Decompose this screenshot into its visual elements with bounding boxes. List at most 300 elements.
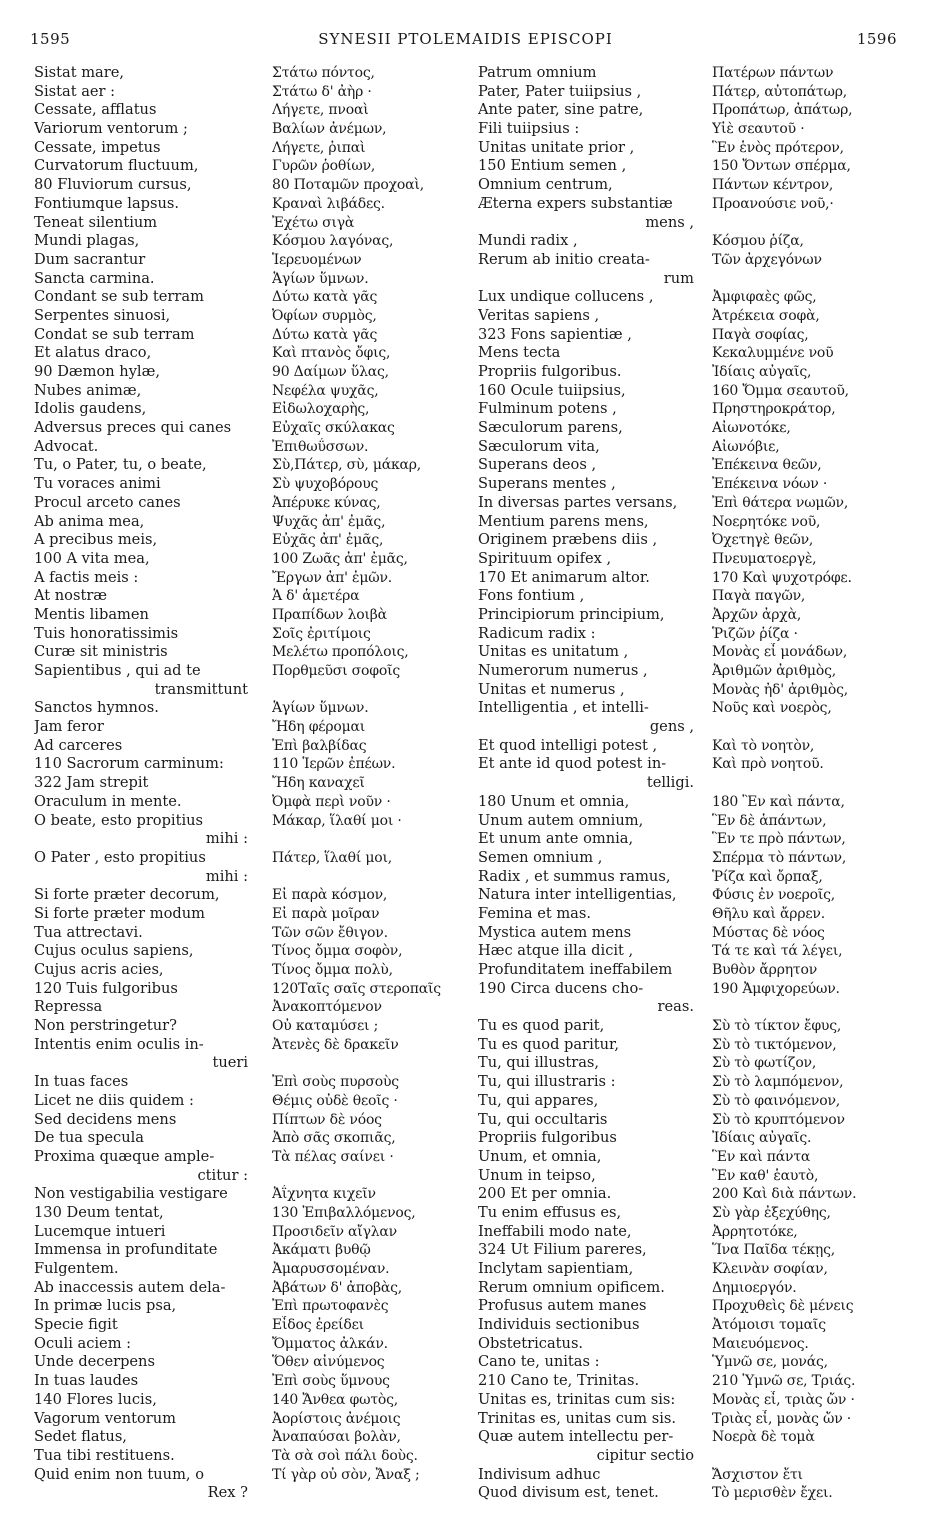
verse-line: Sistat aer : bbox=[34, 82, 116, 100]
verse-line: Quid enim non tuum, o bbox=[34, 1465, 204, 1483]
greek-column-left bbox=[272, 64, 472, 1503]
verse-line: Mentium parens mens, bbox=[478, 512, 649, 530]
verse-line: Curæ sit ministris bbox=[34, 643, 168, 661]
verse-line: Μύστας δὲ νόος bbox=[712, 924, 825, 941]
verse-line: Intelligentia , et intelli- bbox=[478, 699, 649, 717]
verse-line: Τίνος ὄμμα πολὺ, bbox=[272, 962, 393, 978]
verse-line: Ἀΐχνητα κιχεῖν bbox=[272, 1186, 376, 1203]
verse-line: Πάτερ, ἵλαθί μοι, bbox=[272, 849, 393, 866]
verse-line: Indivisum adhuc bbox=[478, 1465, 601, 1483]
verse-line: Εἰ παρὰ κόσμον, bbox=[272, 887, 388, 904]
verse-line: Ἓν δὲ ἁπάντων, bbox=[712, 812, 827, 829]
verse-line bbox=[272, 1054, 472, 1073]
verse-line: Ἐπὶ σοὺς ὕμνους bbox=[272, 1373, 390, 1390]
verse-line: mihi : bbox=[205, 867, 248, 885]
verse-line: 324 Ut Filium pareres, bbox=[478, 1241, 647, 1259]
verse-line: Λήγετε, ῥιπαὶ bbox=[272, 139, 366, 156]
verse-line: Θῆλυ καὶ ἄρρεν. bbox=[712, 905, 825, 922]
verse-line: Σπέρμα τὸ πάντων, bbox=[712, 849, 847, 866]
verse-line: 210 Ὑμνῶ σε, Τριάς. bbox=[712, 1373, 856, 1390]
verse-line: rum bbox=[663, 269, 694, 287]
verse-line: Νεφέλα ψυχᾶς, bbox=[272, 382, 379, 399]
verse-line: Ἓν τε πρὸ πάντων, bbox=[712, 831, 846, 848]
verse-line: mens , bbox=[645, 213, 694, 231]
latin-column-right bbox=[478, 64, 708, 1503]
verse-line: Τὸ μερισθὲν ἔχει. bbox=[712, 1485, 833, 1502]
verse-line: Mundi radix , bbox=[478, 232, 578, 250]
verse-line: Ἵνα Παῖδα τέκῃς, bbox=[712, 1242, 836, 1259]
verse-line bbox=[712, 214, 904, 233]
verse-line: transmittunt bbox=[154, 680, 248, 698]
verse-line: Repressa bbox=[34, 998, 103, 1016]
verse-line: Unitas unitate prior , bbox=[478, 138, 635, 156]
verse-line: Πρηστηροκράτορ, bbox=[712, 401, 836, 418]
verse-line: Nubes animæ, bbox=[34, 381, 142, 399]
verse-line: Στάτω πόντος, bbox=[272, 65, 375, 81]
verse-line: Ἐπὶ πρωτοφανὲς bbox=[272, 1298, 389, 1315]
verse-line: Ῥιζῶν ῥίζα · bbox=[712, 625, 798, 642]
verse-line: Jam feror bbox=[34, 718, 104, 736]
latin-column-left bbox=[34, 64, 262, 1503]
verse-line: Ἁ δ' ἁμετέρα bbox=[272, 588, 360, 605]
verse-line: Μελέτω προπόλοις, bbox=[272, 644, 409, 661]
verse-line: Ἀριθμῶν ἀριθμὸς, bbox=[712, 663, 836, 679]
verse-line: Variorum ventorum ; bbox=[34, 120, 188, 138]
verse-line: Sapientibus , qui ad te bbox=[34, 662, 201, 679]
verse-line: 170 Et animarum altor. bbox=[478, 568, 650, 586]
verse-line: Semen omnium , bbox=[478, 848, 603, 866]
verse-line: Σὺ τὸ φωτίζον, bbox=[712, 1055, 817, 1072]
verse-line: Et unum ante omnia, bbox=[478, 830, 634, 848]
verse-line: Cano te, unitas : bbox=[478, 1353, 600, 1371]
verse-line bbox=[272, 830, 472, 849]
verse-line: Ἓν καθ' ἑαυτὸ, bbox=[712, 1167, 819, 1184]
verse-line: Vagorum ventorum bbox=[34, 1409, 177, 1427]
verse-line: Curvatorum fluctuum, bbox=[34, 157, 199, 175]
running-title: SYNESII PTOLEMAIDIS EPISCOPI bbox=[318, 30, 613, 48]
verse-line: Unitas es unitatum , bbox=[478, 643, 629, 661]
verse-line: Τῶν σῶν ἔθιγον. bbox=[272, 924, 388, 941]
verse-line: Οὐ καταμύσει ; bbox=[272, 1018, 379, 1035]
verse-line bbox=[272, 681, 472, 700]
verse-line: Μονὰς εἶ μονάδων, bbox=[712, 644, 848, 661]
verse-line: Ῥίζα καὶ ὄρπαξ, bbox=[712, 868, 823, 885]
verse-line: Ἱερευομένων bbox=[272, 251, 362, 268]
verse-line: Προανούσιε νοῦ,· bbox=[712, 195, 834, 212]
verse-line: Tu, qui illustras, bbox=[478, 1054, 600, 1072]
verse-line: Σὺ γὰρ ἐξεχύθης, bbox=[712, 1204, 831, 1221]
verse-line: Tu es quod paritur, bbox=[478, 1035, 620, 1053]
verse-line: Dum sacrantur bbox=[34, 250, 146, 268]
verse-line: Si forte præter decorum, bbox=[34, 886, 220, 904]
verse-line: At nostræ bbox=[34, 587, 108, 605]
page-header bbox=[0, 30, 931, 56]
verse-line: Υἱὲ σεαυτοῦ · bbox=[712, 121, 805, 138]
verse-line: Νοερὰ δὲ τομὰ bbox=[712, 1429, 815, 1446]
verse-line: Fons fontium , bbox=[478, 587, 585, 605]
verse-line: Τίνος ὄμμα σοφὸν, bbox=[272, 943, 403, 960]
verse-line: Αἰωνόβιε, bbox=[712, 438, 780, 455]
verse-line: Ἀναπαύσαι βολὰν, bbox=[272, 1429, 401, 1446]
verse-line: Tuis honoratissimis bbox=[34, 624, 179, 642]
verse-line: Sæculorum vita, bbox=[478, 437, 600, 455]
verse-line: Ὄμματος ἀλκάν. bbox=[272, 1335, 388, 1352]
verse-line: Ἀτρέκεια σοφὰ, bbox=[712, 307, 820, 324]
verse-line: 130 Ἐπιβαλλόμενος, bbox=[272, 1204, 416, 1221]
verse-line: Νοῦς καὶ νοερὸς, bbox=[712, 700, 832, 717]
verse-line: Principiorum principium, bbox=[478, 605, 665, 623]
verse-line: Natura inter intelligentias, bbox=[478, 886, 677, 904]
verse-line: Προσιδεῖν αἴγλαν bbox=[272, 1223, 397, 1240]
verse-line: Παγὰ παγῶν, bbox=[712, 588, 806, 605]
verse-line: Propriis fulgoribus. bbox=[478, 363, 622, 380]
verse-line: Licet ne diis quidem : bbox=[34, 1091, 194, 1109]
verse-line: Ἀμφιφαὲς φῶς, bbox=[712, 289, 817, 306]
page-number-right: 1596 bbox=[856, 30, 897, 48]
verse-line: 180 Unum et omnia, bbox=[478, 792, 630, 810]
verse-line: Ἀορίστοις ἀνέμοις bbox=[272, 1410, 401, 1427]
verse-line: Εὐχαῖς σκύλακας bbox=[272, 420, 395, 437]
verse-line: Τριὰς εἶ, μονὰς ὤν · bbox=[712, 1410, 852, 1427]
verse-line: Numerorum numerus , bbox=[478, 662, 648, 679]
verse-line: Omnium centrum, bbox=[478, 176, 613, 194]
verse-line: Trinitas es, unitas cum sis. bbox=[478, 1409, 677, 1427]
verse-line: 160 Ὄμμα σεαυτοῦ, bbox=[712, 382, 849, 399]
verse-line: Τί γὰρ οὐ σὸν, Ἄναξ ; bbox=[272, 1466, 420, 1483]
verse-line: Sed decidens mens bbox=[34, 1110, 177, 1128]
verse-line: Κλεινὰν σοφίαν, bbox=[712, 1261, 828, 1277]
verse-line: Ὅθεν αἰνύμενος bbox=[272, 1354, 385, 1371]
verse-line: Σὺ τὸ φαινόμενον, bbox=[712, 1092, 841, 1109]
verse-line: 80 Fluviorum cursus, bbox=[34, 176, 192, 194]
verse-line: Σοῖς ἐριτίμοις bbox=[272, 625, 371, 642]
verse-line: Εὐχᾶς ἀπ' ἐμᾶς, bbox=[272, 532, 384, 549]
verse-line: Γυρῶν ῥοθίων, bbox=[272, 158, 376, 175]
verse-line: Τά τε καὶ τά λέγει, bbox=[712, 943, 843, 960]
verse-line: mihi : bbox=[205, 830, 248, 848]
verse-line: 110 Sacrorum carminum: bbox=[34, 755, 224, 773]
verse-line: Cessate, afflatus bbox=[34, 101, 157, 119]
verse-line: In diversas partes versans, bbox=[478, 493, 678, 511]
verse-line: In tuas laudes bbox=[34, 1372, 139, 1390]
verse-line: Ἄσχιστον ἔτι bbox=[712, 1466, 803, 1483]
verse-line: Spirituum opifex , bbox=[478, 549, 612, 567]
verse-line bbox=[272, 1167, 472, 1186]
verse-line bbox=[712, 270, 904, 289]
verse-line: 150 Ὄντων σπέρμα, bbox=[712, 158, 851, 175]
verse-line: Ἤδη φέρομαι bbox=[272, 719, 366, 736]
verse-line: Sistat mare, bbox=[34, 64, 125, 81]
verse-line: Ἐχέτω σιγὰ bbox=[272, 214, 355, 231]
verse-line: Tu, o Pater, tu, o beate, bbox=[34, 456, 207, 474]
verse-line: Fulgentem. bbox=[34, 1260, 119, 1277]
verse-line: 100 A vita mea, bbox=[34, 549, 150, 567]
verse-line: tueri bbox=[212, 1054, 248, 1072]
verse-line bbox=[272, 1484, 472, 1503]
verse-line: Δημιοεργόν. bbox=[712, 1279, 797, 1296]
verse-line: Tu, qui illustraris : bbox=[478, 1073, 616, 1091]
verse-line: Τῶν ἀρχεγόνων bbox=[712, 251, 822, 268]
verse-line: 200 Et per omnia. bbox=[478, 1185, 612, 1203]
verse-line: Lux undique collucens , bbox=[478, 288, 654, 306]
verse-line: 160 Ocule tuiipsius, bbox=[478, 381, 626, 399]
verse-line: Ἰδίαις αὐγαῖς. bbox=[712, 1130, 812, 1147]
verse-line: Πάτερ, αὐτοπάτωρ, bbox=[712, 83, 848, 100]
verse-line: Et ante id quod potest in- bbox=[478, 755, 667, 773]
verse-line: Advocat. bbox=[34, 437, 99, 455]
verse-line: Non perstringetur? bbox=[34, 1017, 177, 1035]
verse-line: 100 Ζωᾶς ἀπ' ἐμᾶς, bbox=[272, 550, 408, 567]
verse-line: Non vestigabilia vestigare bbox=[34, 1185, 228, 1203]
verse-line: Σὺ τὸ κρυπτόμενον bbox=[712, 1111, 845, 1128]
verse-line: Radicum radix : bbox=[478, 624, 596, 642]
verse-line: telligi. bbox=[646, 774, 694, 792]
verse-line: Quod divisum est, tenet. bbox=[478, 1484, 659, 1502]
verse-line: Patrum omnium bbox=[478, 64, 597, 81]
verse-line: Condant se sub terram bbox=[34, 288, 204, 306]
verse-line: Mentis libamen bbox=[34, 605, 149, 623]
verse-line: Παγὰ σοφίας, bbox=[712, 326, 809, 343]
greek-column-right bbox=[712, 64, 904, 1503]
verse-line: Φύσις ἐν νοεροῖς, bbox=[712, 887, 836, 904]
verse-line: Καὶ τὸ νοητὸν, bbox=[712, 737, 815, 754]
verse-line: Κόσμου λαγόνας, bbox=[272, 233, 394, 250]
verse-line: Ἐπὶ βαλβίδας bbox=[272, 737, 367, 754]
verse-line: Μαιευόμενος. bbox=[712, 1335, 809, 1352]
verse-line: Ἀρχῶν ἀρχὰ, bbox=[712, 606, 802, 623]
verse-line: Πάντων κέντρον, bbox=[712, 177, 834, 194]
verse-line: Hæc atque illa dicit , bbox=[478, 942, 634, 960]
verse-line: Veritas sapiens , bbox=[478, 306, 600, 324]
verse-line: Unum in teipso, bbox=[478, 1166, 596, 1184]
verse-line: Condat se sub terram bbox=[34, 325, 195, 343]
verse-line: Βαλίων ἀνέμων, bbox=[272, 121, 387, 138]
verse-line: Πορθμεῦσι σοφοῖς bbox=[272, 663, 401, 679]
verse-line: Mens tecta bbox=[478, 344, 561, 362]
verse-line: Tu es quod parit, bbox=[478, 1017, 605, 1035]
verse-line: Ἁγίων ὕμνων. bbox=[272, 270, 369, 287]
verse-line: Ἐπιθωΰσσων. bbox=[272, 438, 369, 455]
verse-line: Immensa in profunditate bbox=[34, 1241, 218, 1259]
verse-line: A precibus meis, bbox=[34, 531, 158, 549]
verse-line: 80 Ποταμῶν προχοαὶ, bbox=[272, 177, 424, 194]
verse-line: Τὰ πέλας σαίνει · bbox=[272, 1148, 394, 1165]
verse-line: Profusus autem manes bbox=[478, 1297, 647, 1315]
verse-line: Obstetricatus. bbox=[478, 1334, 584, 1352]
verse-line: Unitas et numerus , bbox=[478, 680, 625, 698]
verse-line: Αἰωνοτόκε, bbox=[712, 420, 791, 437]
verse-line: Ὀμφὰ περὶ νοῦν · bbox=[272, 793, 391, 810]
verse-line: Superans mentes , bbox=[478, 475, 616, 493]
verse-line bbox=[712, 774, 904, 793]
verse-line: Et quod intelligi potest , bbox=[478, 736, 658, 754]
verse-line: Originem præbens diis , bbox=[478, 531, 658, 549]
verse-line: De tua specula bbox=[34, 1129, 144, 1147]
verse-line: gens , bbox=[649, 718, 694, 736]
verse-line: Ἓν ἑνὸς πρότερον, bbox=[712, 139, 844, 156]
verse-line: Ἰδίαις αὐγαῖς, bbox=[712, 364, 812, 380]
verse-line: Adversus preces qui canes bbox=[34, 419, 232, 437]
verse-line: Unum, et omnia, bbox=[478, 1147, 602, 1165]
verse-line: Ἐπὶ θάτερα νωμῶν, bbox=[712, 494, 849, 511]
verse-line: Σὺ τὸ τικτόμενον, bbox=[712, 1036, 837, 1053]
verse-line: Ἀβάτων δ' ἀποβὰς, bbox=[272, 1279, 403, 1296]
verse-line: Σὺ τὸ τίκτον ἔφυς, bbox=[712, 1018, 842, 1035]
verse-line: Quæ autem intellectu per- bbox=[478, 1428, 674, 1446]
verse-line: Ἤδη καναχεῖ bbox=[272, 775, 365, 792]
verse-line: Ab inaccessis autem dela- bbox=[34, 1278, 226, 1296]
verse-line bbox=[712, 718, 904, 737]
verse-line: Cujus acris acies, bbox=[34, 961, 164, 978]
verse-line: Serpentes sinuosi, bbox=[34, 306, 171, 324]
verse-line: Et alatus draco, bbox=[34, 344, 152, 362]
verse-line: Ἐπέκεινα θεῶν, bbox=[712, 457, 822, 474]
verse-line: Στάτω δ' ἀὴρ · bbox=[272, 83, 372, 100]
verse-line: 322 Jam strepit bbox=[34, 774, 149, 792]
verse-line: Ἓν καὶ πάντα bbox=[712, 1148, 811, 1165]
verse-line: 140 Ἄνθεα φωτὸς, bbox=[272, 1391, 399, 1408]
verse-line: Ἀτενὲς δὲ δρακεῖν bbox=[272, 1036, 399, 1053]
verse-line: 210 Cano te, Trinitas. bbox=[478, 1372, 640, 1390]
verse-line: Πνευματοεργὲ, bbox=[712, 550, 817, 567]
verse-line: reas. bbox=[657, 998, 694, 1016]
verse-line: Ἀμαρυσσομέναν. bbox=[272, 1261, 390, 1277]
verse-line: Mundi plagas, bbox=[34, 232, 140, 250]
verse-line: 90 Dæmon hylæ, bbox=[34, 363, 160, 380]
verse-line: Profunditatem ineffabilem bbox=[478, 961, 673, 978]
verse-line: 180 Ἓν καὶ πάντα, bbox=[712, 793, 845, 810]
verse-line: 190 Circa ducens cho- bbox=[478, 979, 644, 997]
verse-line: Rerum ab initio creata- bbox=[478, 250, 650, 268]
verse-line: 130 Deum tentat, bbox=[34, 1203, 164, 1221]
verse-line: Individuis sectionibus bbox=[478, 1316, 640, 1334]
verse-line: Cessate, impetus bbox=[34, 138, 161, 156]
verse-line: Fili tuiipsius : bbox=[478, 120, 580, 138]
verse-line: Ἁγίων ὕμνων. bbox=[272, 700, 369, 717]
verse-line: O beate, esto propitius bbox=[34, 811, 204, 829]
verse-line: Σὺ,Πάτερ, σὺ, μάκαρ, bbox=[272, 457, 422, 474]
verse-line: Lucemque intueri bbox=[34, 1222, 166, 1240]
verse-line: Unum autem omnium, bbox=[478, 811, 644, 829]
verse-line: 140 Flores lucis, bbox=[34, 1390, 157, 1408]
verse-line: Tu, qui appares, bbox=[478, 1091, 599, 1109]
verse-line: 200 Καὶ διὰ πάντων. bbox=[712, 1186, 857, 1203]
verse-line: Sæculorum parens, bbox=[478, 419, 623, 437]
verse-line: Intentis enim oculis in- bbox=[34, 1035, 204, 1053]
verse-line: Radix , et summus ramus, bbox=[478, 867, 671, 885]
verse-line bbox=[712, 998, 904, 1017]
verse-line: cipitur sectio bbox=[596, 1446, 694, 1464]
verse-line: In tuas faces bbox=[34, 1073, 129, 1091]
verse-line: A factis meis : bbox=[34, 568, 139, 586]
verse-line: Specie figit bbox=[34, 1316, 118, 1334]
verse-line: Τὰ σὰ σοὶ πάλι δοὺς. bbox=[272, 1447, 418, 1464]
verse-line: Ὀχετηγὲ θεῶν, bbox=[712, 532, 814, 549]
verse-line: Propriis fulgoribus bbox=[478, 1129, 617, 1147]
verse-line: Idolis gaudens, bbox=[34, 400, 147, 418]
verse-line: Sanctos hymnos. bbox=[34, 699, 159, 717]
verse-line: Tua attrectavi. bbox=[34, 923, 143, 941]
verse-line bbox=[272, 868, 472, 887]
verse-line: Κεκαλυμμένε νοῦ bbox=[712, 345, 834, 362]
verse-line: Mystica autem mens bbox=[478, 923, 632, 941]
verse-line: Unde decerpens bbox=[34, 1353, 155, 1371]
verse-line: Ὑμνῶ σε, μονάς, bbox=[712, 1354, 828, 1371]
verse-line: Προπάτωρ, ἀπάτωρ, bbox=[712, 102, 853, 119]
verse-line: 90 Δαίμων ὕλας, bbox=[272, 364, 389, 380]
verse-line: 190 Ἀμφιχορεύων. bbox=[712, 980, 840, 997]
verse-line: O Pater , esto propitius bbox=[34, 848, 206, 866]
verse-line: Ψυχᾶς ἀπ' ἐμᾶς, bbox=[272, 513, 386, 530]
verse-line: Ab anima mea, bbox=[34, 512, 145, 530]
verse-line: Ἀρρητοτόκε, bbox=[712, 1223, 798, 1240]
verse-line: Νοερητόκε νοῦ, bbox=[712, 513, 821, 530]
verse-line: Πατέρων πάντων bbox=[712, 65, 834, 81]
verse-line: Sancta carmina. bbox=[34, 269, 155, 287]
verse-line: Σὺ ψυχοβόρους bbox=[272, 476, 379, 493]
verse-line: Superans deos , bbox=[478, 456, 597, 474]
verse-line: 323 Fons sapientiæ , bbox=[478, 325, 632, 343]
verse-line: Rerum omnium opificem. bbox=[478, 1278, 665, 1296]
verse-line: Ἐπέκεινα νόων · bbox=[712, 476, 828, 493]
verse-line: Oraculum in mente. bbox=[34, 792, 182, 810]
verse-line: Æterna expers substantiæ bbox=[478, 194, 673, 212]
verse-line bbox=[712, 1447, 904, 1466]
verse-line: Ineffabili modo nate, bbox=[478, 1222, 632, 1240]
verse-line: 150 Entium semen , bbox=[478, 157, 627, 175]
verse-line: Λήγετε, πνοαὶ bbox=[272, 102, 369, 119]
verse-line: 120 Tuis fulgoribus bbox=[34, 979, 178, 997]
verse-line: 120Ταῖς σαῖς στεροπαῖς bbox=[272, 980, 441, 997]
verse-line: Προχυθεὶς δὲ μένεις bbox=[712, 1298, 854, 1315]
verse-line: ctitur : bbox=[197, 1166, 248, 1184]
verse-line: Unitas es, trinitas cum sis: bbox=[478, 1390, 676, 1408]
verse-line: Μάκαρ, ἵλαθί μοι · bbox=[272, 812, 402, 829]
verse-line: Ἀτόμοισι τομαῖς bbox=[712, 1317, 826, 1334]
verse-line: Ἀνακοπτόμενον bbox=[272, 999, 382, 1016]
verse-line: Δύτω κατὰ γᾶς bbox=[272, 289, 378, 306]
verse-line: Sedet flatus, bbox=[34, 1428, 127, 1446]
verse-line: Fulminum potens , bbox=[478, 400, 617, 418]
verse-line: Teneat silentium bbox=[34, 213, 158, 231]
verse-line: Εἰ παρὰ μοῖραν bbox=[272, 905, 380, 922]
verse-line: Tu enim effusus es, bbox=[478, 1203, 622, 1221]
verse-line: Tu, qui occultaris bbox=[478, 1110, 608, 1128]
verse-line: Κόσμου ῥίζα, bbox=[712, 233, 804, 250]
verse-line: Inclytam sapientiam, bbox=[478, 1260, 634, 1277]
verse-line: In primæ lucis psa, bbox=[34, 1297, 177, 1315]
verse-line: Κραναὶ λιβάδες. bbox=[272, 195, 385, 212]
verse-line: Ἀπέρυκε κύνας, bbox=[272, 494, 381, 511]
verse-line: Σὺ τὸ λαμπόμενον, bbox=[712, 1074, 844, 1091]
verse-line: Fontiumque lapsus. bbox=[34, 194, 180, 212]
verse-line: Pater, Pater tuiipsius , bbox=[478, 82, 642, 100]
verse-line: Μονὰς ἠδ' ἀριθμὸς, bbox=[712, 681, 848, 698]
verse-line: Ὀφίων συρμὸς, bbox=[272, 307, 377, 324]
verse-line: Ἔργων ἀπ' ἐμῶν. bbox=[272, 569, 393, 586]
verse-line: 170 Καὶ ψυχοτρόφε. bbox=[712, 569, 852, 586]
page-number-left: 1595 bbox=[30, 30, 71, 48]
verse-line: Δύτω κατὰ γᾶς bbox=[272, 326, 378, 343]
verse-line: Ante pater, sine patre, bbox=[478, 101, 644, 119]
verse-line: Ἐπὶ σοὺς πυρσοὺς bbox=[272, 1074, 399, 1091]
verse-line: Tu voraces animi bbox=[34, 475, 161, 493]
verse-line: Si forte præter modum bbox=[34, 904, 205, 922]
verse-line: Femina et mas. bbox=[478, 904, 592, 922]
verse-line: Procul arceto canes bbox=[34, 493, 181, 511]
verse-line: Ἀπὸ σᾶς σκοπιᾶς, bbox=[272, 1130, 396, 1147]
verse-line: Rex ? bbox=[207, 1484, 248, 1502]
